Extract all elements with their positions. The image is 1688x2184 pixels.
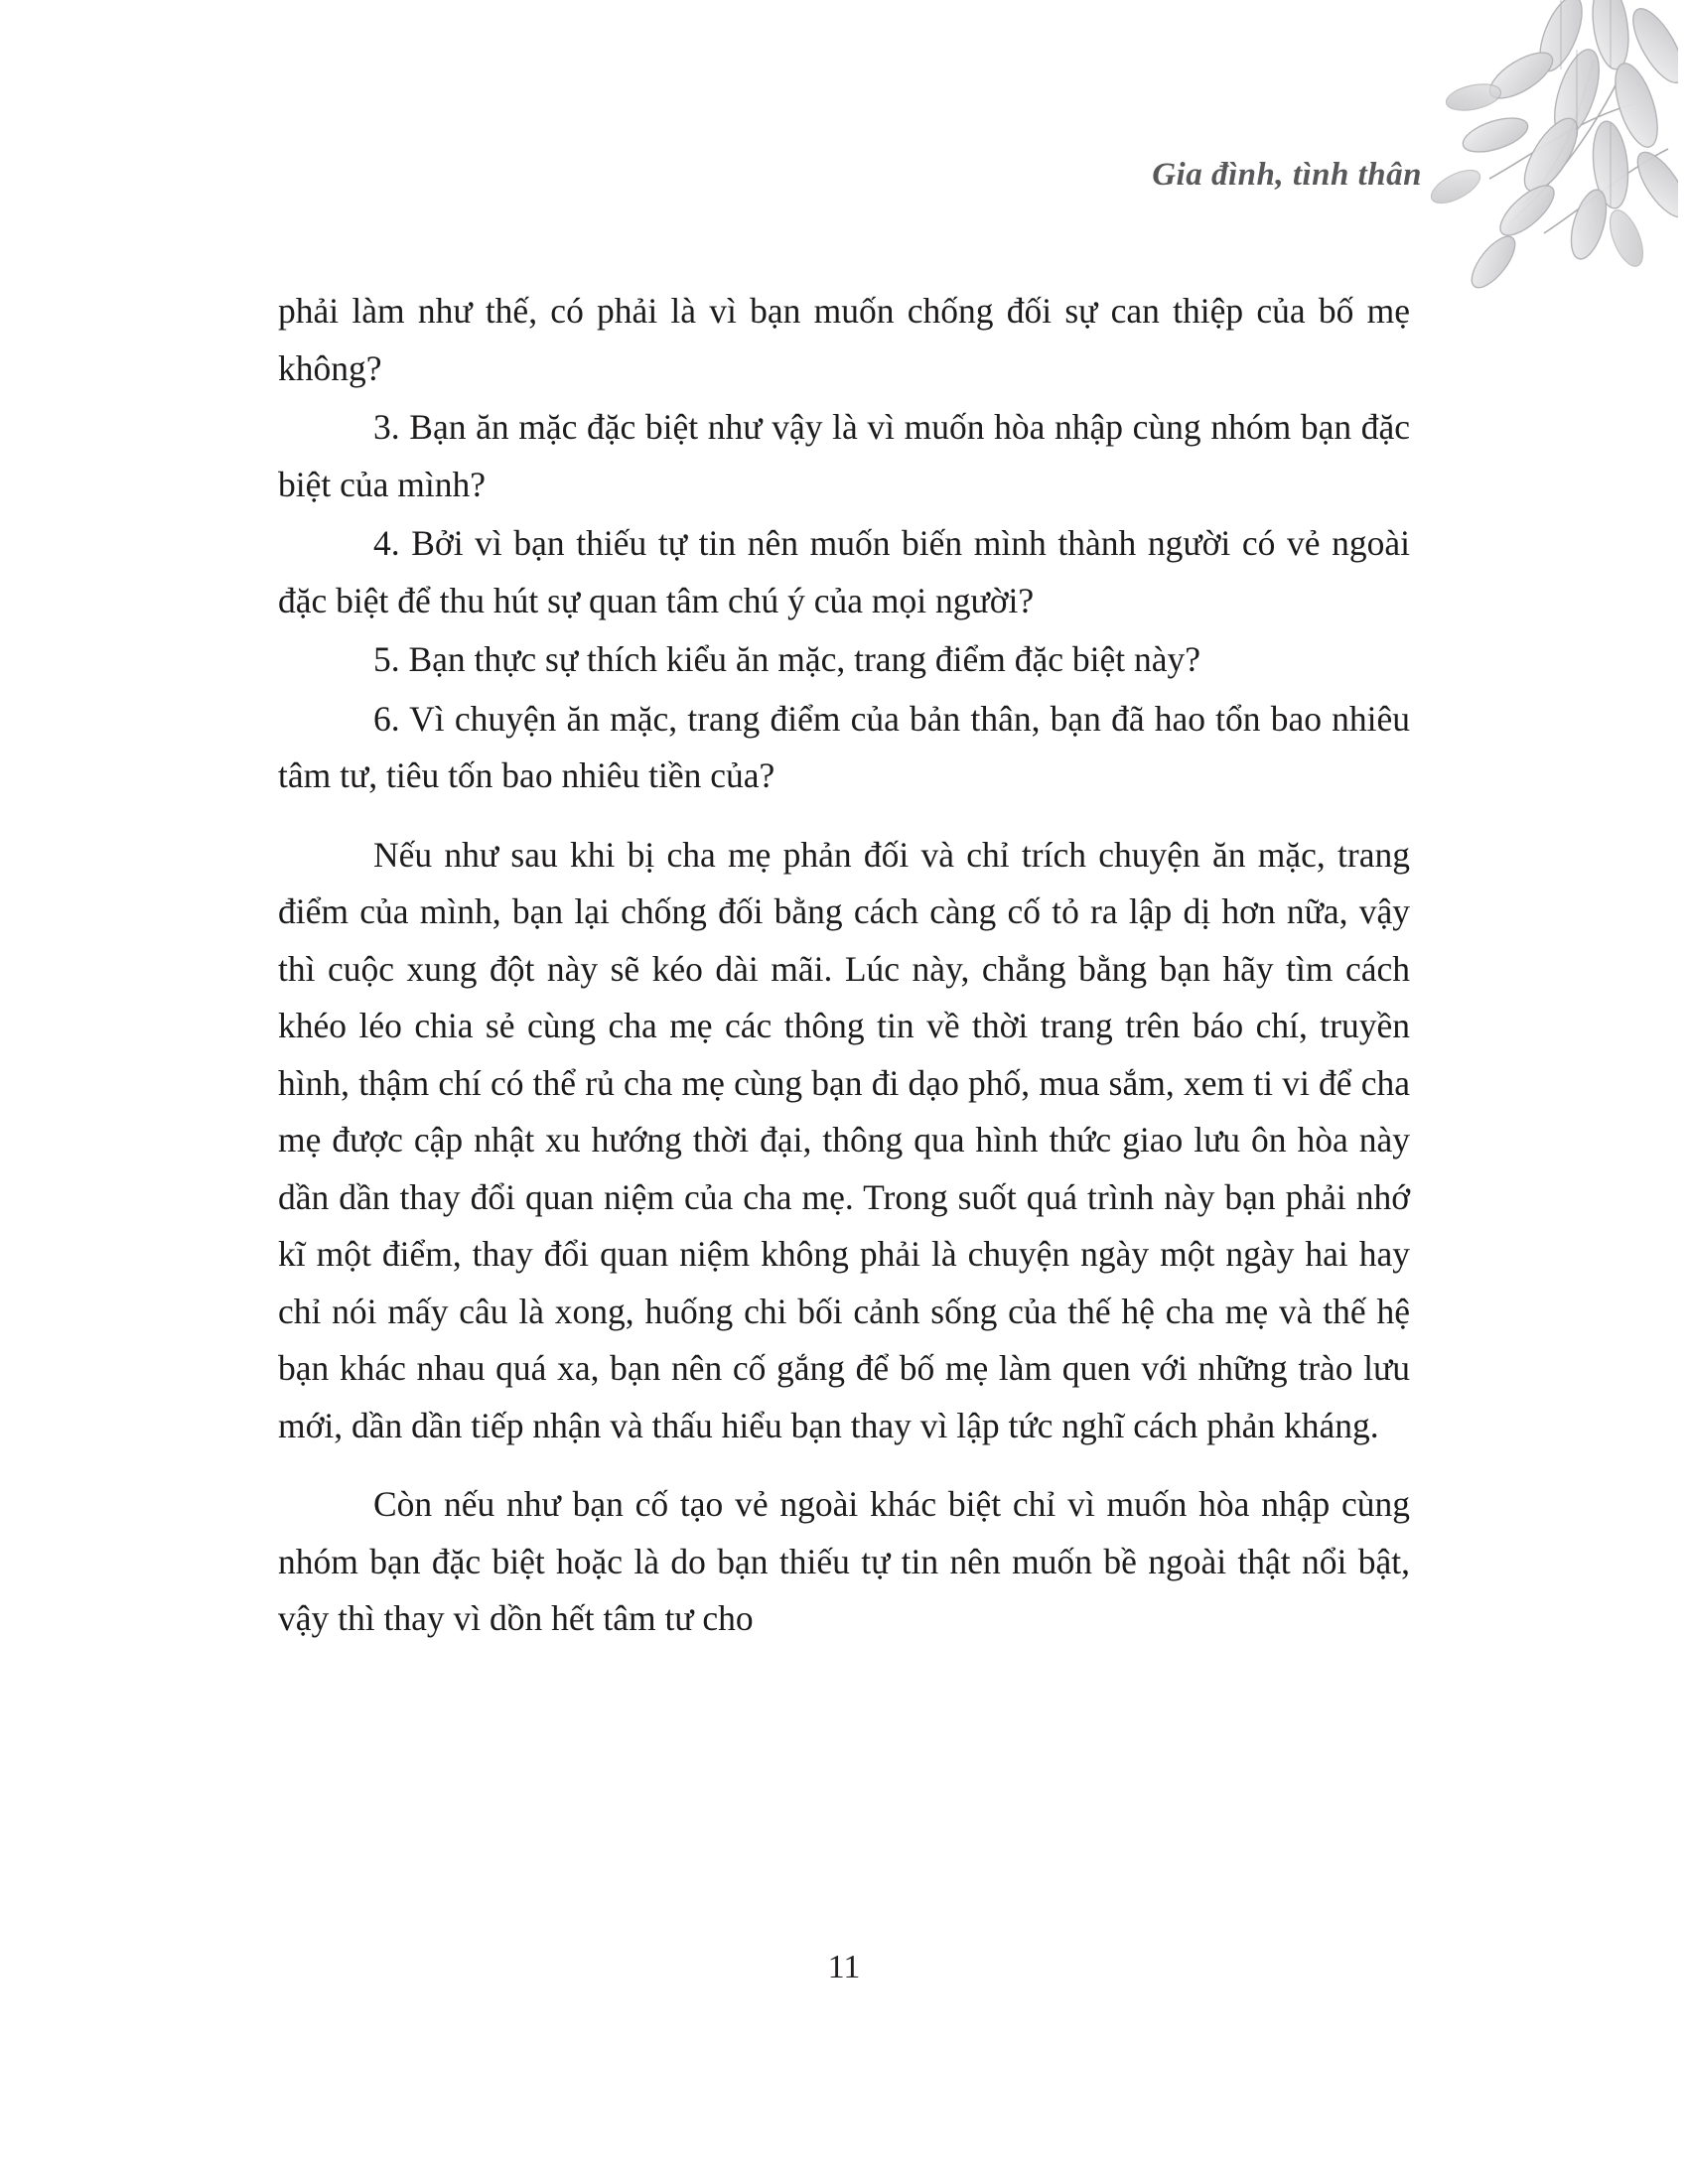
page-number: 11 (827, 1949, 861, 1985)
paragraph-question-4: 4. Bởi vì bạn thiếu tự tin nên muốn biến mình thành người có vẻ ngoài đặc biệt để thu hút sự quan tâm chú ý của mọi người? (278, 523, 1410, 620)
paragraph-question-3: 3. Bạn ăn mặc đặc biệt như vậy là vì muốn hòa nhập cùng nhóm bạn đặc biệt của mình? (278, 407, 1410, 504)
page-body (278, 283, 1410, 1650)
page-header (1072, 0, 1688, 328)
paragraph: phải làm như thế, có phải là vì bạn muốn chống đối sự can thiệp của bố mẹ không? (278, 291, 1410, 388)
running-head: Gia đình, tình thân (1152, 157, 1422, 193)
paragraph: Nếu như sau khi bị cha mẹ phản đối và chỉ trích chuyện ăn mặc, trang điểm của mình, bạn lại chống đối bằng cách càng cố tỏ ra lập dị hơn nữa, vậy thì cuộc xung đột này sẽ kéo dài mãi. Lúc này, chẳng bằng bạn hãy tìm cách khéo léo chia sẻ cùng cha mẹ các thông tin về thời trang trên báo chí, truyền hình, thậm chí có thể rủ cha mẹ cùng bạn đi dạo phố, mua sắm, xem ti vi để cha mẹ được cập nhật xu hướng thời đại, thông qua hình thức giao lưu ôn hòa này dần dần thay đổi quan niệm của cha mẹ. Trong suốt quá trình này bạn phải nhớ kĩ một điểm, thay đổi quan niệm không phải là chuyện ngày một ngày hai hay chỉ nói mấy câu là xong, huống chi bối cảnh sống của thế hệ cha mẹ và thế hệ bạn khác nhau quá xa, bạn nên cố gắng để bố mẹ làm quen với những trào lưu mới, dần dần tiếp nhận và thấu hiểu bạn thay vì lập tức nghĩ cách phản kháng. (278, 834, 1410, 1445)
paragraph-question-6: 6. Vì chuyện ăn mặc, trang điểm của bản thân, bạn đã hao tổn bao nhiêu tâm tư, tiêu tốn bao nhiêu tiền của? (278, 698, 1410, 795)
paragraph-question-5: 5. Bạn thực sự thích kiểu ăn mặc, trang điểm đặc biệt này? (373, 639, 1201, 679)
paragraph: Còn nếu như bạn cố tạo vẻ ngoài khác biệt chỉ vì muốn hòa nhập cùng nhóm bạn đặc biệt hoặc là do bạn thiếu tự tin nên muốn bề ngoài thật nổi bật, vậy thì thay vì dồn hết tâm tư cho (278, 1484, 1410, 1638)
